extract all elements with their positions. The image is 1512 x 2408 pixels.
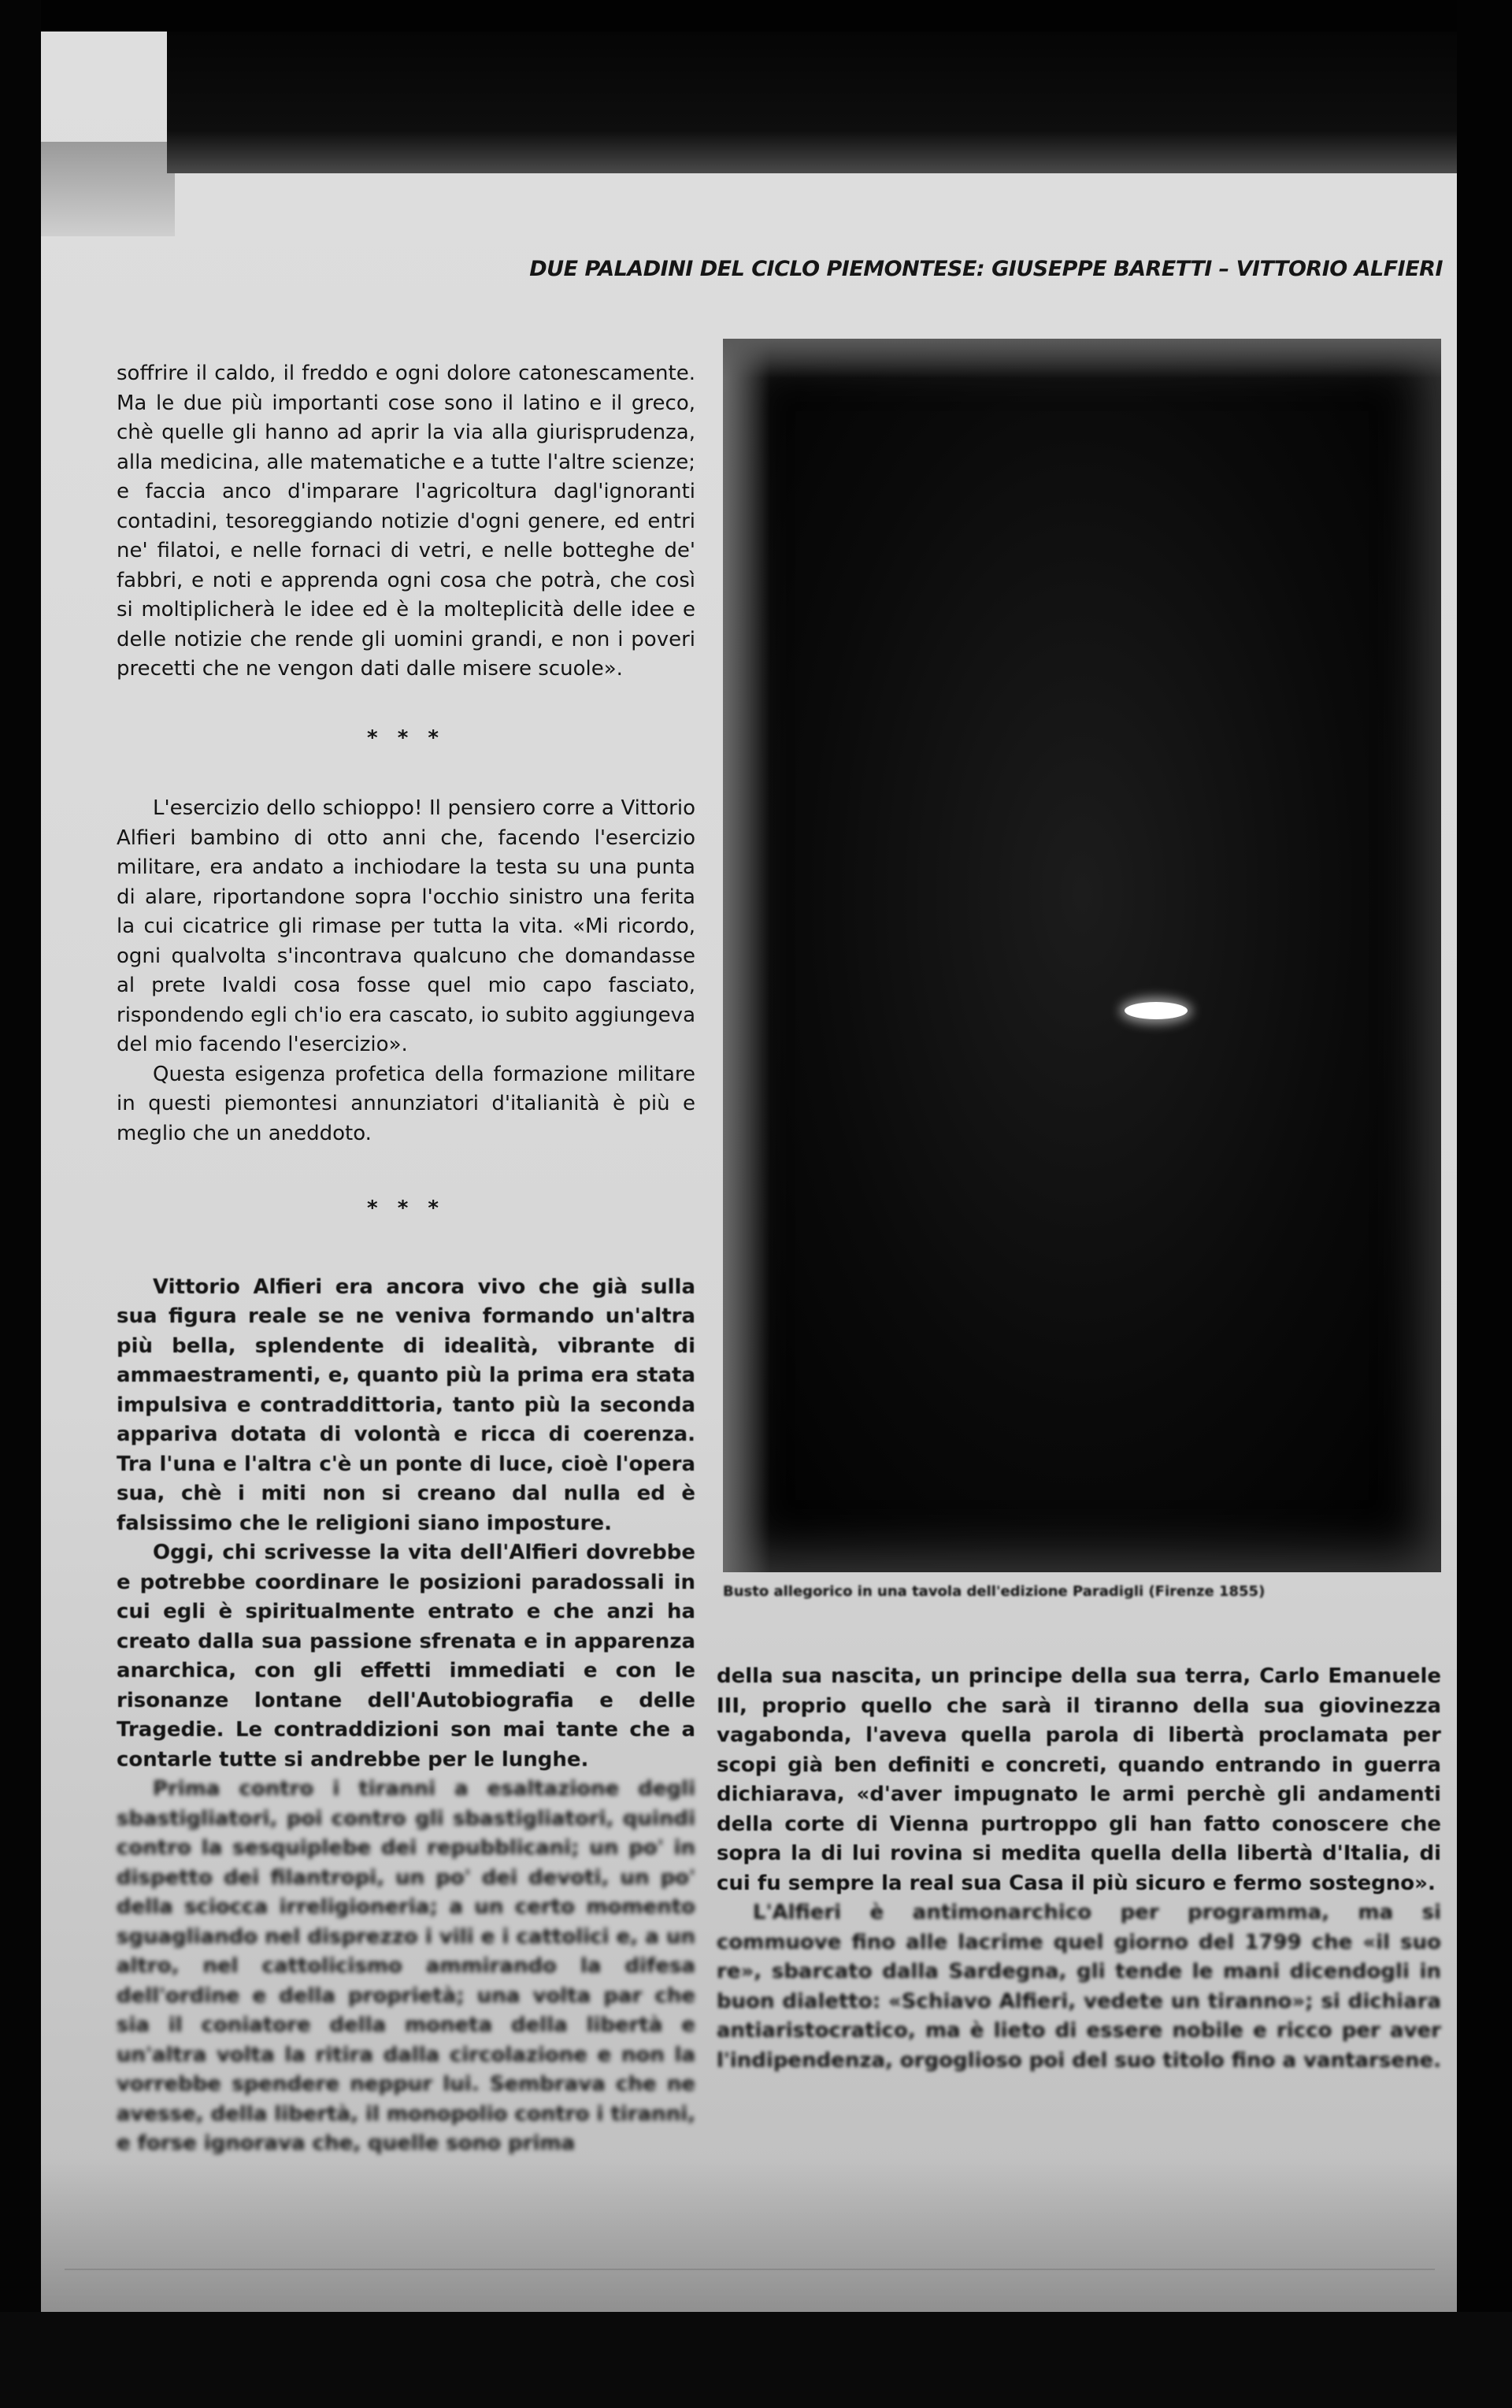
paragraph: della sua nascita, un principe della sua terra, Carlo Emanuele III, proprio quello che sarà il tiranno della sua giovinezza vagabonda, l'aveva quella parola di libertà proclamata per scopi già ben definiti e concreti, quando entrando in guerra dichiarava, «d'aver impugnato le armi perchè gli andamenti della corte di Vienna purtroppo gli han fatto conoscere che sopra la di lui rovina si medita quella della libertà d'Italia, di cui fu sempre la real sua Casa il più sicuro e fermo sostegno». [717,1664,1441,1895]
paragraph: Vittorio Alfieri era ancora vivo che già sulla sua figura reale se ne veniva formando un'altra più bella, splendente di idealità, vibrante di ammaestramenti, e, quanto più la prima era stata impulsiva e contraddittoria, tanto più la seconda appariva dotata di volontà e ricca di coerenza. Tra l'una e l'altra c'è un ponte di luce, cioè l'opera sua, chè i miti non si creano dal nulla ed è falsissimo che le religioni siano imposture. [117,1274,695,1535]
paragraph: soffrire il caldo, il freddo e ogni dolore catonescamente. Ma le due più importanti cose sono il latino e il greco, chè quelle gli hanno ad aprir la via alla giurisprudenza, alla medicina, alle matematiche e a tutte l'altre scienze; e faccia anco d'imparare l'agricoltura dagl'ignoranti contadini, tesoreggiando notizie d'ogni genere, ed entri ne' filatoi, e nelle fornaci di vetri, e nelle botteghe de' fabbri, e noti e apprenda ogni cosa che potrà, che così si moltiplicherà le idee ed è la molteplicità delle idee e delle notizie che rende gli uomini grandi, e non i poveri precetti che ne vengon dati dalle misere scuole». [117,362,695,681]
paragraph: L'Alfieri è antimonarchico per programma, ma si commuove fino alle lacrime quel giorno del 1799 che «il suo re», sbarcato dalla Sardegna, gli tende le mani dicendogli in buon dialetto: «Schiavo Alfieri, vedete un tiranno»; si dichiara antiaristocratico, ma è lieto di essere nobile e ricco per aver l'indipendenza, orgoglioso poi del suo titolo fino a vantarsene. [717,1901,1442,2072]
right-column [717,1662,1441,2076]
paragraph: Oggi, chi scrivesse la vita dell'Alfieri dovrebbe e potrebbe coordinare le posizioni paradossali in cui egli è spiritualmente entrato e che anzi ha creato dalla sua passione sfrenata e in apparenza anarchica, con gli effetti immediati e con le risonanze lontane dell'Autobiografia e delle Tragedie. Le contraddizioni son mai tante che a contarle tutte si andrebbe per le lunghe. [117,1541,695,1772]
light-reflection [1125,1002,1188,1019]
scan-bottom-shadow [41,2158,1457,2312]
scan-artifact-line [65,2269,1435,2270]
document-page [41,32,1457,2312]
photo-caption: Busto allegorico in una tavola dell'edizione Paradigli (Firenze 1855) [723,1583,1266,1600]
section-separator: * * * [367,725,445,750]
photo-vignette-left [723,339,770,1572]
scan-frame-right [1457,0,1512,2408]
photo-vignette-top [723,339,1441,378]
scan-top-shadow [167,32,1457,173]
running-title: DUE PALADINI DEL CICLO PIEMONTESE: GIUSEPPE BARETTI – VITTORIO ALFIERI [529,257,1443,281]
scan-corner-shadow [41,142,175,236]
scan-frame-left [0,0,41,2408]
paragraph: Questa esigenza profetica della formazione militare in questi piemontesi annunziatori d'italianità è più e meglio che un aneddoto. [117,1062,695,1145]
paragraph: Prima contro i tiranni a esaltazione degli sbastigliatori, poi contro gli sbastigliatori, quindi contro la sesquiplebe dei repubblicani; un po' in dispetto dei filantropi, un po' dei devoti, un po' della sciocca irreligioneria; a un certo momento sguagliando nel disprezzo i vili e i cattolici e, a un altro, nel cattolicismo ammirando la difesa dell'ordine e della proprietà; una volta par che sia il coniatore della moneta della libertà e un'altra volta la ritira dalla circolazione e non la vorrebbe spendere neppur lui. Sembrava che ne avesse, della libertà, il monopolio contro i tiranni, e forse ignorava che, quelle sono prima [117,1777,695,2155]
left-column [117,359,695,2159]
section-separator: * * * [367,1197,445,1220]
paragraph: L'esercizio dello schioppo! Il pensiero corre a Vittorio Alfieri bambino di otto anni che, facendo l'esercizio militare, era andato a inchiodare la testa su una punta di alare, riportandone sopra l'occhio sinistro una ferita la cui cicatrice gli rimase per tutta la vita. «Mi ricordo, ogni qualvolta s'incontrava qualcuno che domandasse al prete Ivaldi cosa fosse quel mio capo fasciato, rispondendo egli ch'io era cascato, io subito aggiungeva del mio facendo l'esercizio». [117,796,695,1056]
scan-frame-bottom [0,2312,1512,2408]
allegorical-bust-photo [723,339,1441,1572]
